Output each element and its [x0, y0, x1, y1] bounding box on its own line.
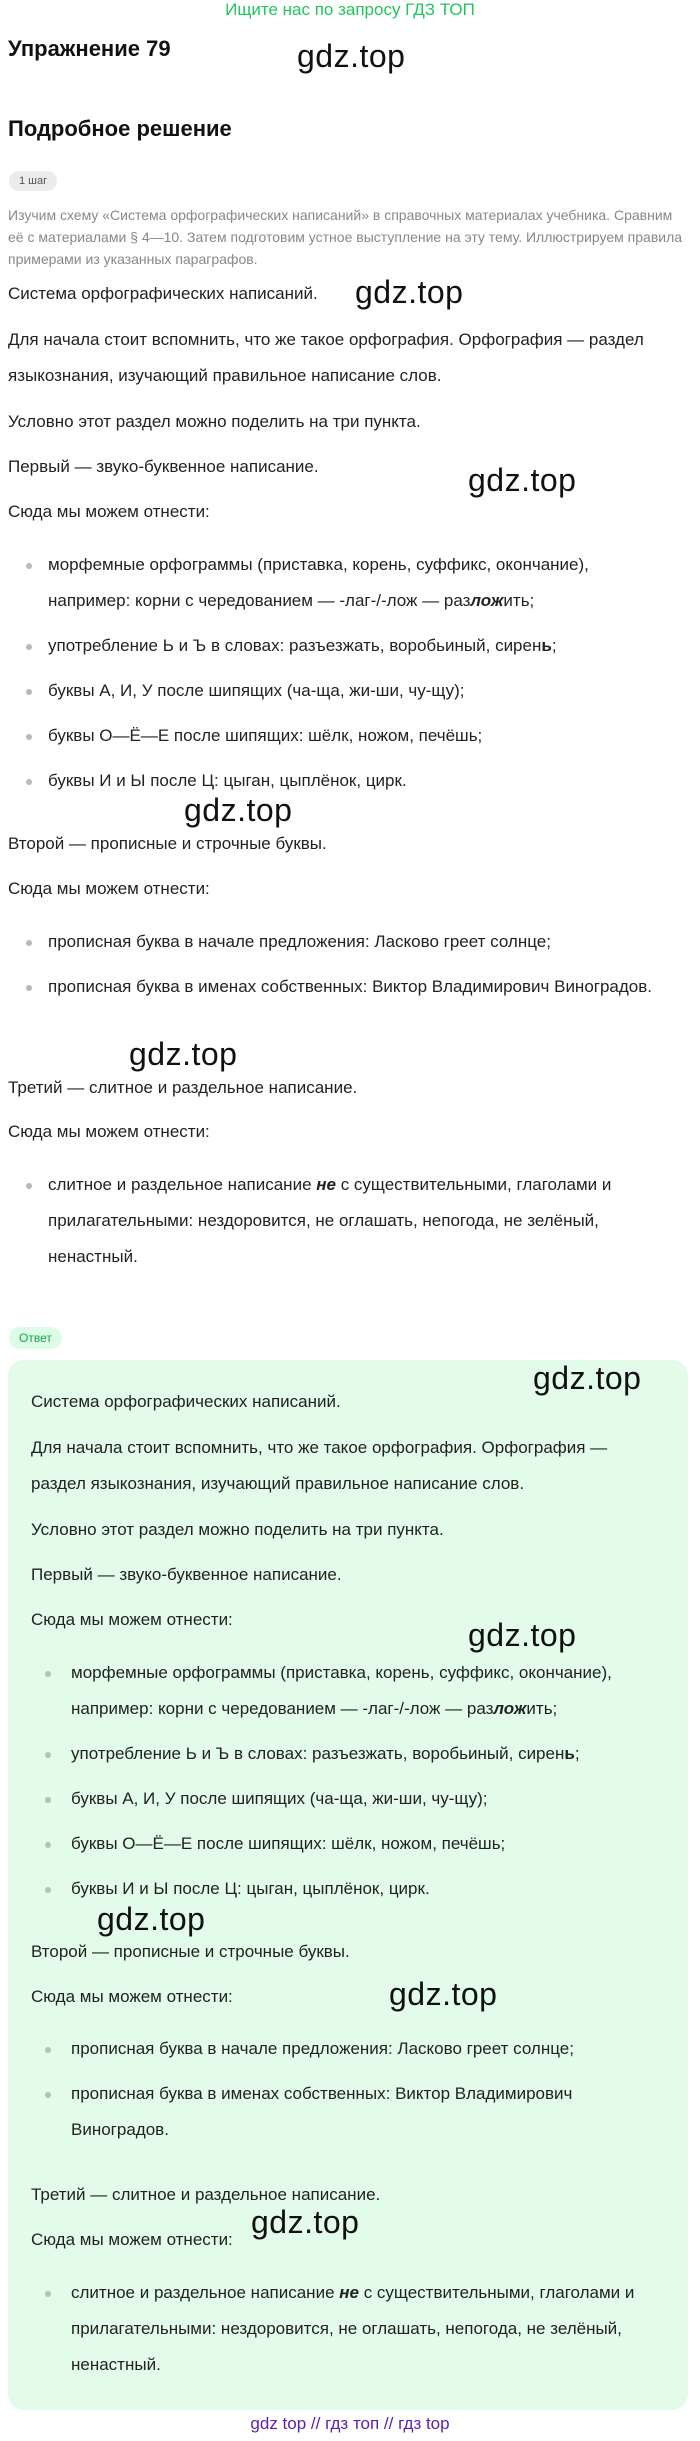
- paragraph: Сюда мы можем отнести:: [31, 1987, 233, 2006]
- orthogram-list: [8, 547, 668, 808]
- paragraph: Сюда мы можем отнести:: [8, 502, 210, 521]
- list-item: употребление Ь и Ъ в словах: разъезжать, воробьиный, сирень;: [31, 1736, 651, 1772]
- watermark: gdz.top: [297, 38, 406, 74]
- paragraph: Первый — звуко-буквенное написание.: [8, 457, 319, 476]
- list-item: прописная буква в именах собственных: Виктор Владимирович Виноградов.: [31, 2076, 651, 2148]
- task-description: Изучим схему «Система орфографических написаний» в справочных материалах учебника. Сравним её с материалами § 4—10. Затем подготовим устное выступление на эту тему. Иллюстрируем правила примерами из указанных параграфов.: [8, 207, 683, 267]
- paragraph: Условно этот раздел можно поделить на три пункта.: [31, 1520, 444, 1539]
- watermark: gdz.top: [97, 1901, 206, 1937]
- spelling-list: [31, 2275, 651, 2392]
- list-item: морфемные орфограммы (приставка, корень, суффикс, окончание), например: корни с чередованием — -лаг-/-лож — разложить;: [31, 1655, 651, 1727]
- paragraph: Условно этот раздел можно поделить на три пункта.: [8, 412, 421, 431]
- watermark: gdz.top: [389, 1976, 498, 2012]
- watermark: gdz.top: [468, 1617, 577, 1653]
- paragraph: Первый — звуко-буквенное написание.: [31, 1565, 342, 1584]
- paragraph: Система орфографических написаний.: [8, 284, 318, 303]
- list-item: морфемные орфограммы (приставка, корень, суффикс, окончание), например: корни с чередованием — -лаг-/-лож — разложить;: [8, 547, 668, 619]
- paragraph: Второй — прописные и строчные буквы.: [8, 834, 327, 853]
- page-title: Упражнение 79: [8, 36, 171, 61]
- watermark: gdz.top: [184, 792, 293, 828]
- spelling-list: [8, 1167, 668, 1284]
- paragraph: Для начала стоит вспомнить, что же такое орфография. Орфография — раздел языкознания, изучающий правильное написание слов.: [8, 330, 644, 385]
- list-item: прописная буква в начале предложения: Ласково греет солнце;: [31, 2031, 651, 2067]
- list-item: буквы И и Ы после Ц: цыган, цыплёнок, цирк.: [8, 763, 668, 799]
- section-title: Подробное решение: [8, 116, 232, 141]
- paragraph: Третий — слитное и раздельное написание.: [8, 1078, 358, 1097]
- paragraph: Для начала стоит вспомнить, что же такое орфография. Орфография — раздел языкознания, изучающий правильное написание слов.: [31, 1438, 608, 1493]
- paragraph: Сюда мы можем отнести:: [31, 2230, 233, 2249]
- paragraph: Третий — слитное и раздельное написание.: [31, 2185, 381, 2204]
- paragraph: Второй — прописные и строчные буквы.: [31, 1942, 350, 1961]
- list-item: буквы А, И, У после шипящих (ча-ща, жи-ши, чу-щу);: [8, 673, 668, 709]
- list-item: прописная буква в начале предложения: Ласково греет солнце;: [8, 924, 668, 960]
- watermark: gdz.top: [251, 2204, 360, 2240]
- list-item: буквы О—Ё—Е после шипящих: шёлк, ножом, печёшь;: [31, 1826, 651, 1862]
- step-badge: 1 шаг: [9, 171, 57, 191]
- list-item: слитное и раздельное написание не с существительными, глаголами и прилагательными: нездоровится, не оглашать, непогода, не зелёный, ненастный.: [8, 1167, 668, 1275]
- list-item: буквы О—Ё—Е после шипящих: шёлк, ножом, печёшь;: [8, 718, 668, 754]
- watermark: gdz.top: [129, 1036, 238, 1072]
- paragraph: Сюда мы можем отнести:: [8, 1122, 210, 1141]
- footer-links[interactable]: gdz top // гдз топ // гдз top: [250, 2414, 450, 2433]
- paragraph: Система орфографических написаний.: [31, 1392, 341, 1411]
- paragraph: Сюда мы можем отнести:: [31, 1610, 233, 1629]
- answer-badge: Ответ: [9, 1327, 62, 1349]
- watermark: gdz.top: [533, 1360, 642, 1396]
- list-item: слитное и раздельное написание не с существительными, глаголами и прилагательными: нездоровится, не оглашать, непогода, не зелёный, ненастный.: [31, 2275, 651, 2383]
- paragraph: Сюда мы можем отнести:: [8, 879, 210, 898]
- capital-letters-list: [31, 2031, 651, 2157]
- list-item: буквы А, И, У после шипящих (ча-ща, жи-ши, чу-щу);: [31, 1781, 651, 1817]
- capital-letters-list: [8, 924, 668, 1014]
- watermark: gdz.top: [468, 462, 577, 498]
- list-item: прописная буква в именах собственных: Виктор Владимирович Виноградов.: [8, 969, 668, 1005]
- top-banner[interactable]: Ищите нас по запросу ГДЗ ТОП: [225, 0, 475, 19]
- list-item: употребление Ь и Ъ в словах: разъезжать, воробьиный, сирень;: [8, 628, 668, 664]
- orthogram-list: [31, 1655, 651, 1916]
- watermark: gdz.top: [355, 274, 464, 310]
- list-item: буквы И и Ы после Ц: цыган, цыплёнок, цирк.: [31, 1871, 651, 1907]
